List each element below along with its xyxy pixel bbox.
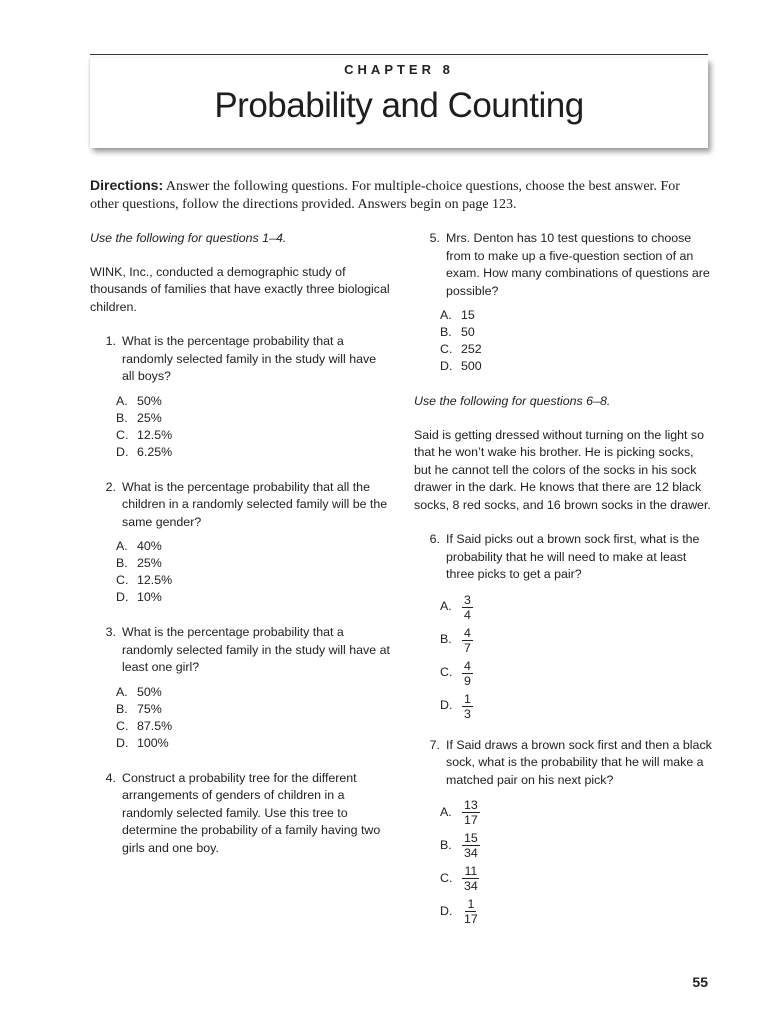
question-text: What is the percentage probability that a randomly selected family in the study will have at least one girl? — [122, 625, 390, 674]
question-5-choices — [440, 307, 714, 375]
choice-letter: A. — [440, 599, 452, 614]
fraction — [462, 593, 473, 622]
choice-text: 12.5% — [137, 573, 173, 587]
choice-letter: B. — [116, 410, 128, 425]
choice-d[interactable] — [440, 690, 714, 723]
choice-text: 40% — [137, 539, 162, 553]
choice-letter: A. — [440, 804, 452, 819]
choice-letter: C. — [440, 665, 453, 680]
choice-text: 6.25% — [137, 444, 173, 459]
choice-b[interactable] — [116, 555, 390, 572]
question-6-choices — [440, 591, 714, 723]
wink-passage: WINK, Inc., conducted a demographic study of thousands of families that have exactly three biological children. — [90, 264, 390, 314]
question-1 — [90, 333, 390, 386]
choice-letter: D. — [116, 444, 129, 459]
question-number: 5. — [429, 231, 440, 245]
chapter-label: CHAPTER 8 — [344, 62, 454, 77]
numerator: 1 — [464, 691, 471, 706]
choice-letter: A. — [116, 539, 128, 553]
question-number: 7. — [429, 737, 440, 752]
denominator: 9 — [464, 673, 471, 688]
directions-label: Directions: — [90, 177, 164, 193]
fraction — [462, 864, 480, 893]
choice-text: 50% — [137, 393, 162, 408]
question-number: 3. — [105, 625, 116, 639]
choice-text: 75% — [137, 701, 162, 716]
choice-text: 10% — [137, 590, 162, 604]
choice-b[interactable] — [440, 324, 714, 341]
question-text: Construct a probability tree for the different arrangements of genders of children in a randomly selected family. Use this tree to determine the probability of a family having two girls and one boy. — [122, 770, 381, 855]
fraction — [462, 659, 473, 688]
page-number: 55 — [692, 974, 708, 990]
denominator: 34 — [464, 846, 478, 860]
questions-1-4-intro: Use the following for questions 1–4. — [90, 231, 287, 245]
question-number: 4. — [105, 770, 116, 785]
directions-text: Answer the following questions. For multiple-choice questions, choose the best answer. For other questions, follow the directions provided. Answers begin on page 123. — [90, 179, 680, 212]
right-column — [414, 230, 714, 942]
choice-text: 87.5% — [137, 718, 173, 733]
numerator: 3 — [464, 592, 471, 607]
choice-a[interactable] — [116, 684, 390, 701]
choice-text: 12.5% — [137, 427, 173, 442]
choice-text: 500 — [461, 359, 482, 373]
choice-text: 50 — [461, 325, 475, 339]
choice-letter: B. — [116, 701, 128, 716]
numerator: 13 — [464, 798, 478, 812]
question-7-choices — [440, 796, 714, 928]
choice-letter: D. — [440, 698, 453, 713]
chapter-banner — [90, 58, 708, 148]
choice-c[interactable] — [116, 427, 390, 444]
numerator: 1 — [467, 897, 475, 911]
choice-d[interactable] — [440, 358, 714, 375]
question-text: Mrs. Denton has 10 test questions to choose from to make up a five-question section of an exam. How many combinations of questions are possible? — [446, 231, 710, 298]
question-2 — [90, 479, 390, 532]
choice-letter: A. — [116, 393, 128, 408]
numerator: 11 — [464, 864, 478, 878]
question-number: 6. — [429, 532, 440, 546]
choice-letter: D. — [440, 359, 453, 373]
denominator: 34 — [464, 879, 478, 893]
choice-b[interactable] — [440, 624, 714, 657]
choice-c[interactable] — [440, 862, 714, 895]
question-7 — [414, 737, 714, 790]
choice-text: 25% — [137, 556, 162, 570]
choice-letter: B. — [440, 632, 452, 647]
choice-letter: D. — [440, 903, 453, 918]
choice-b[interactable] — [116, 701, 390, 718]
denominator: 4 — [464, 607, 471, 622]
choice-letter: B. — [440, 325, 452, 339]
choice-text: 15 — [461, 308, 475, 322]
fraction — [462, 626, 473, 655]
fraction — [462, 692, 473, 721]
choice-text: 100% — [137, 735, 169, 750]
choice-letter: C. — [116, 573, 129, 587]
question-2-choices — [116, 538, 390, 606]
fraction — [462, 897, 480, 926]
choice-letter: A. — [116, 684, 128, 699]
choice-a[interactable] — [440, 591, 714, 624]
choice-text: 25% — [137, 410, 162, 425]
choice-d[interactable] — [440, 895, 714, 928]
question-text: If Said draws a brown sock first and then a black sock, what is the probability that he will make a matched pair on his next pick? — [446, 737, 712, 787]
choice-letter: D. — [116, 735, 129, 750]
choice-c[interactable] — [116, 572, 390, 589]
choice-text: 50% — [137, 684, 162, 699]
question-text: What is the percentage probability that a randomly selected family in the study will have all boys? — [122, 334, 377, 383]
fraction — [462, 831, 480, 860]
question-number: 2. — [105, 479, 116, 494]
choice-letter: D. — [116, 590, 129, 604]
choice-letter: C. — [440, 870, 453, 885]
choice-c[interactable] — [116, 718, 390, 735]
question-6 — [414, 531, 714, 584]
denominator: 17 — [464, 912, 478, 926]
numerator: 15 — [464, 831, 478, 845]
choice-c[interactable] — [440, 341, 714, 358]
choice-d[interactable] — [116, 589, 390, 606]
question-3-choices — [116, 684, 390, 752]
choice-a[interactable] — [116, 393, 390, 410]
choice-d[interactable] — [116, 735, 390, 752]
question-3 — [90, 624, 390, 677]
choice-letter: B. — [440, 837, 452, 852]
choice-letter: A. — [440, 308, 452, 322]
denominator: 7 — [464, 640, 471, 655]
sock-passage: Said is getting dressed without turning on the light so that he won’t wake his brother. He is picking socks, but he cannot tell the colors of the socks in his sock drawer in the dark. He knows that there are 12 black socks, 8 red socks, and 16 brown socks in the drawer. — [414, 427, 711, 512]
denominator: 17 — [464, 813, 478, 827]
choice-a[interactable] — [440, 307, 714, 324]
numerator: 4 — [464, 658, 471, 673]
choice-a[interactable] — [440, 796, 714, 829]
question-text: What is the percentage probability that all the children in a randomly selected family will be the same gender? — [122, 479, 388, 529]
left-column — [90, 230, 390, 864]
question-4 — [90, 770, 390, 858]
question-1-choices — [116, 393, 390, 461]
choice-b[interactable] — [440, 829, 714, 862]
question-text: If Said picks out a brown sock first, what is the probability that he will need to make at least three picks to get a pair? — [446, 532, 700, 581]
choice-letter: C. — [440, 342, 453, 356]
choice-d[interactable] — [116, 444, 390, 461]
denominator: 3 — [464, 706, 471, 721]
page-title: Probability and Counting — [214, 86, 584, 125]
choice-letter: C. — [116, 427, 129, 442]
question-5 — [414, 230, 714, 300]
fraction — [462, 798, 480, 827]
numerator: 4 — [464, 625, 471, 640]
question-number: 1. — [105, 334, 116, 348]
choice-c[interactable] — [440, 657, 714, 690]
choice-letter: B. — [116, 556, 128, 570]
questions-6-8-intro: Use the following for questions 6–8. — [414, 394, 611, 408]
directions — [90, 176, 712, 214]
choice-b[interactable] — [116, 410, 390, 427]
choice-letter: C. — [116, 718, 129, 733]
choice-a[interactable] — [116, 538, 390, 555]
choice-text: 252 — [461, 342, 482, 356]
banner-top-rule — [90, 54, 708, 55]
